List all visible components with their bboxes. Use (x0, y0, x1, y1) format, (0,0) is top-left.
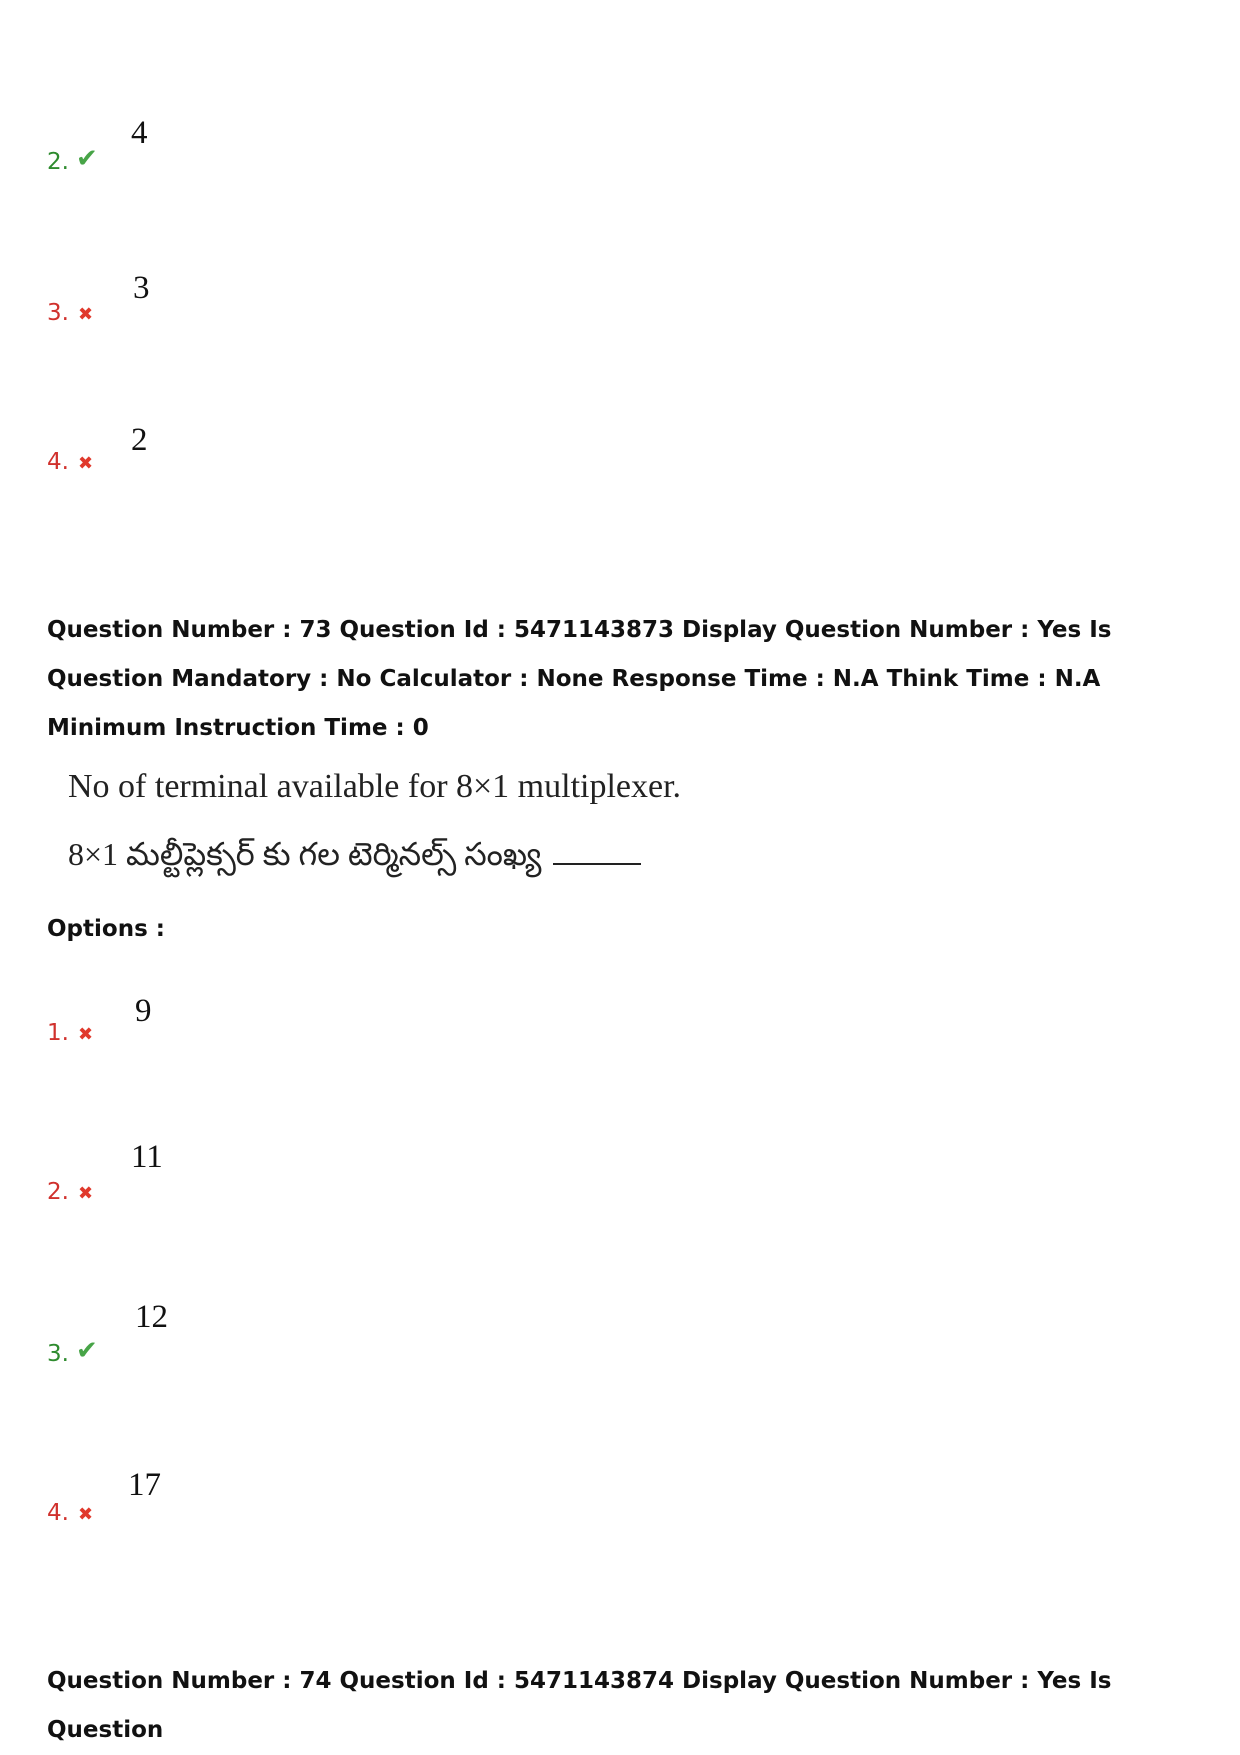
option-value: 12 (135, 1299, 168, 1335)
answer-blank (553, 863, 641, 865)
option-value: 4 (131, 115, 148, 151)
option-value: 3 (133, 270, 150, 306)
check-icon: ✔ (76, 1336, 98, 1366)
cross-icon: ✖ (78, 304, 94, 325)
cross-icon: ✖ (78, 1183, 94, 1204)
question-stem-english: No of terminal available for 8×1 multiplexer. (68, 768, 682, 805)
question-stem-telugu (68, 838, 641, 870)
option-value: 17 (128, 1467, 161, 1503)
option-number: 4. (47, 449, 69, 475)
option-number: 3. (47, 300, 69, 326)
question-header: Question Number : 73 Question Id : 5471143873 Display Question Number : Yes Is Question Mandatory : No Calculator : None Response Time : N.A Think Time : N.A Minimum Instruction Time : 0 (47, 617, 1112, 741)
option-number: 4. (47, 1500, 69, 1526)
option-number: 3. (47, 1341, 69, 1367)
option-value: 2 (131, 422, 148, 458)
cross-icon: ✖ (78, 1024, 94, 1045)
option-number: 2. (47, 1179, 69, 1205)
option-value: 9 (135, 993, 152, 1029)
question-stem-telugu-text: 8×1 మల్టీప్లెక్సర్ కు గల టెర్మినల్స్ సంఖ్య (68, 836, 542, 872)
option-number: 2. (47, 149, 69, 175)
options-label: Options : (47, 916, 165, 942)
check-icon: ✔ (76, 144, 98, 174)
option-number: 1. (47, 1020, 69, 1046)
cross-icon: ✖ (78, 1504, 94, 1525)
cross-icon: ✖ (78, 453, 94, 474)
question-header: Question Number : 74 Question Id : 5471143874 Display Question Number : Yes Is Question (47, 1668, 1112, 1743)
option-value: 11 (131, 1139, 163, 1175)
